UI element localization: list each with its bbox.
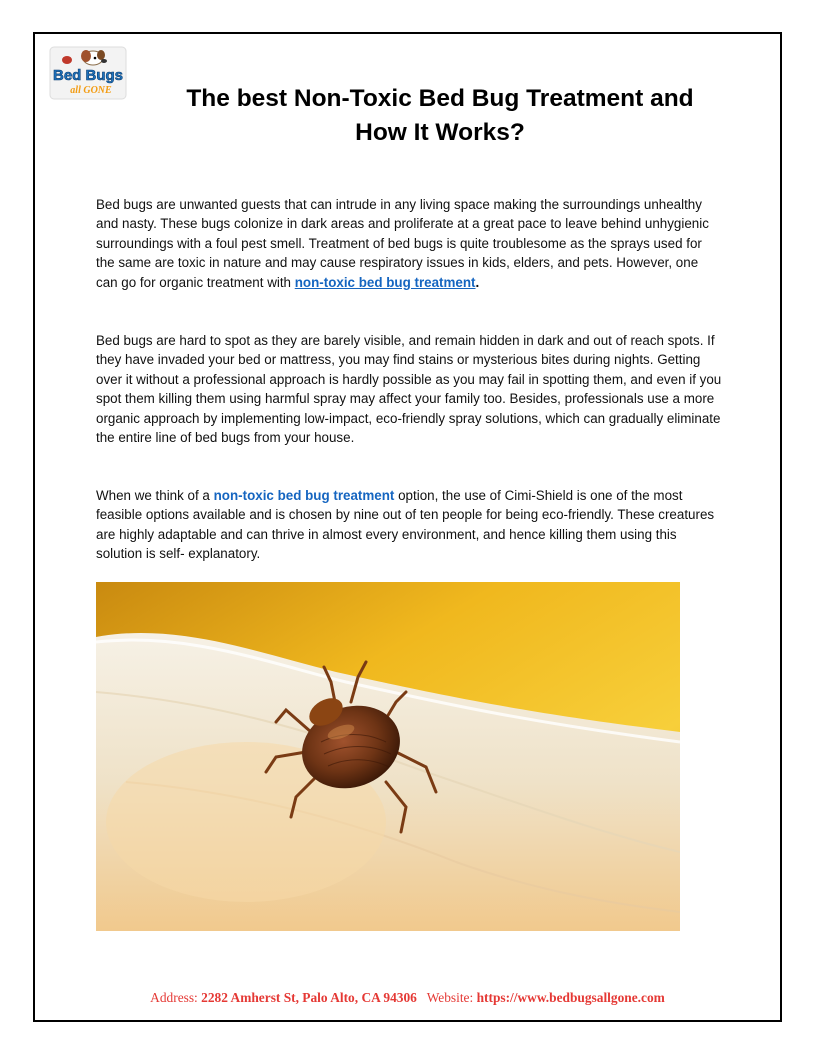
paragraph-cimi-shield	[96, 486, 722, 564]
bed-bug-illustration	[96, 582, 680, 931]
title-line2: How It Works?	[355, 119, 525, 146]
non-toxic-treatment-link[interactable]: non-toxic bed bug treatment	[294, 274, 476, 290]
logo-graphic	[49, 46, 127, 100]
non-toxic-treatment-link-2[interactable]: non-toxic bed bug treatment	[213, 488, 395, 503]
logo-line1: Bed Bugs	[52, 67, 124, 84]
bed-bug-photo	[96, 582, 680, 931]
page-title	[140, 82, 740, 150]
company-logo[interactable]	[49, 46, 127, 100]
website-label: Website:	[426, 990, 474, 1005]
paragraph-intro	[96, 195, 722, 292]
paragraph-cimi-start: When we think of a	[96, 488, 214, 503]
paragraph-cimi-end: option, the use of Cimi-Shield is one of the most feasible options available and is chosen by nine out of ten people for being eco-friendly. These creatures are highly adaptable and can thrive in almost every environment, and hence killing them using this solution is self- explanatory.	[96, 488, 715, 562]
paragraph-spotting-text: Bed bugs are hard to spot as they are barely visible, and remain hidden in dark and out of reach spots. If they have invaded your bed or mattress, you may find stains or mysterious bites during nights. Getting over it without a professional approach is hardly possible as you may fail in spotting them, and even if you spot them killing them using harmful spray may affect your family too. Besides, professionals use a more organic approach by implementing low-impact, eco-friendly spray solutions, which can gradually eliminate the entire line of bed bugs from your house.	[96, 333, 722, 446]
address-value: 2282 Amherst St, Palo Alto, CA 94306	[201, 990, 417, 1005]
logo-line2: all GONE	[70, 85, 112, 96]
footer-contact	[33, 990, 782, 1006]
website-link[interactable]: https://www.bedbugsallgone.com	[476, 990, 665, 1005]
address-label: Address:	[150, 990, 198, 1005]
paragraph-intro-end: .	[475, 274, 480, 290]
paragraph-intro-text: Bed bugs are unwanted guests that can intrude in any living space making the surroundings unhealthy and nasty. These bugs colonize in dark areas and proliferate at a great pace to leave behind unhygienic surroundings with a foul pest smell. Treatment of bed bugs is quite troublesome as the sprays used for the same are toxic in nature and may cause respiratory issues in kids, elders, and pets. However, one can go for organic treatment with	[96, 197, 709, 290]
title-line1: The best Non-Toxic Bed Bug Treatment and	[186, 85, 694, 112]
paragraph-spotting	[96, 331, 722, 447]
